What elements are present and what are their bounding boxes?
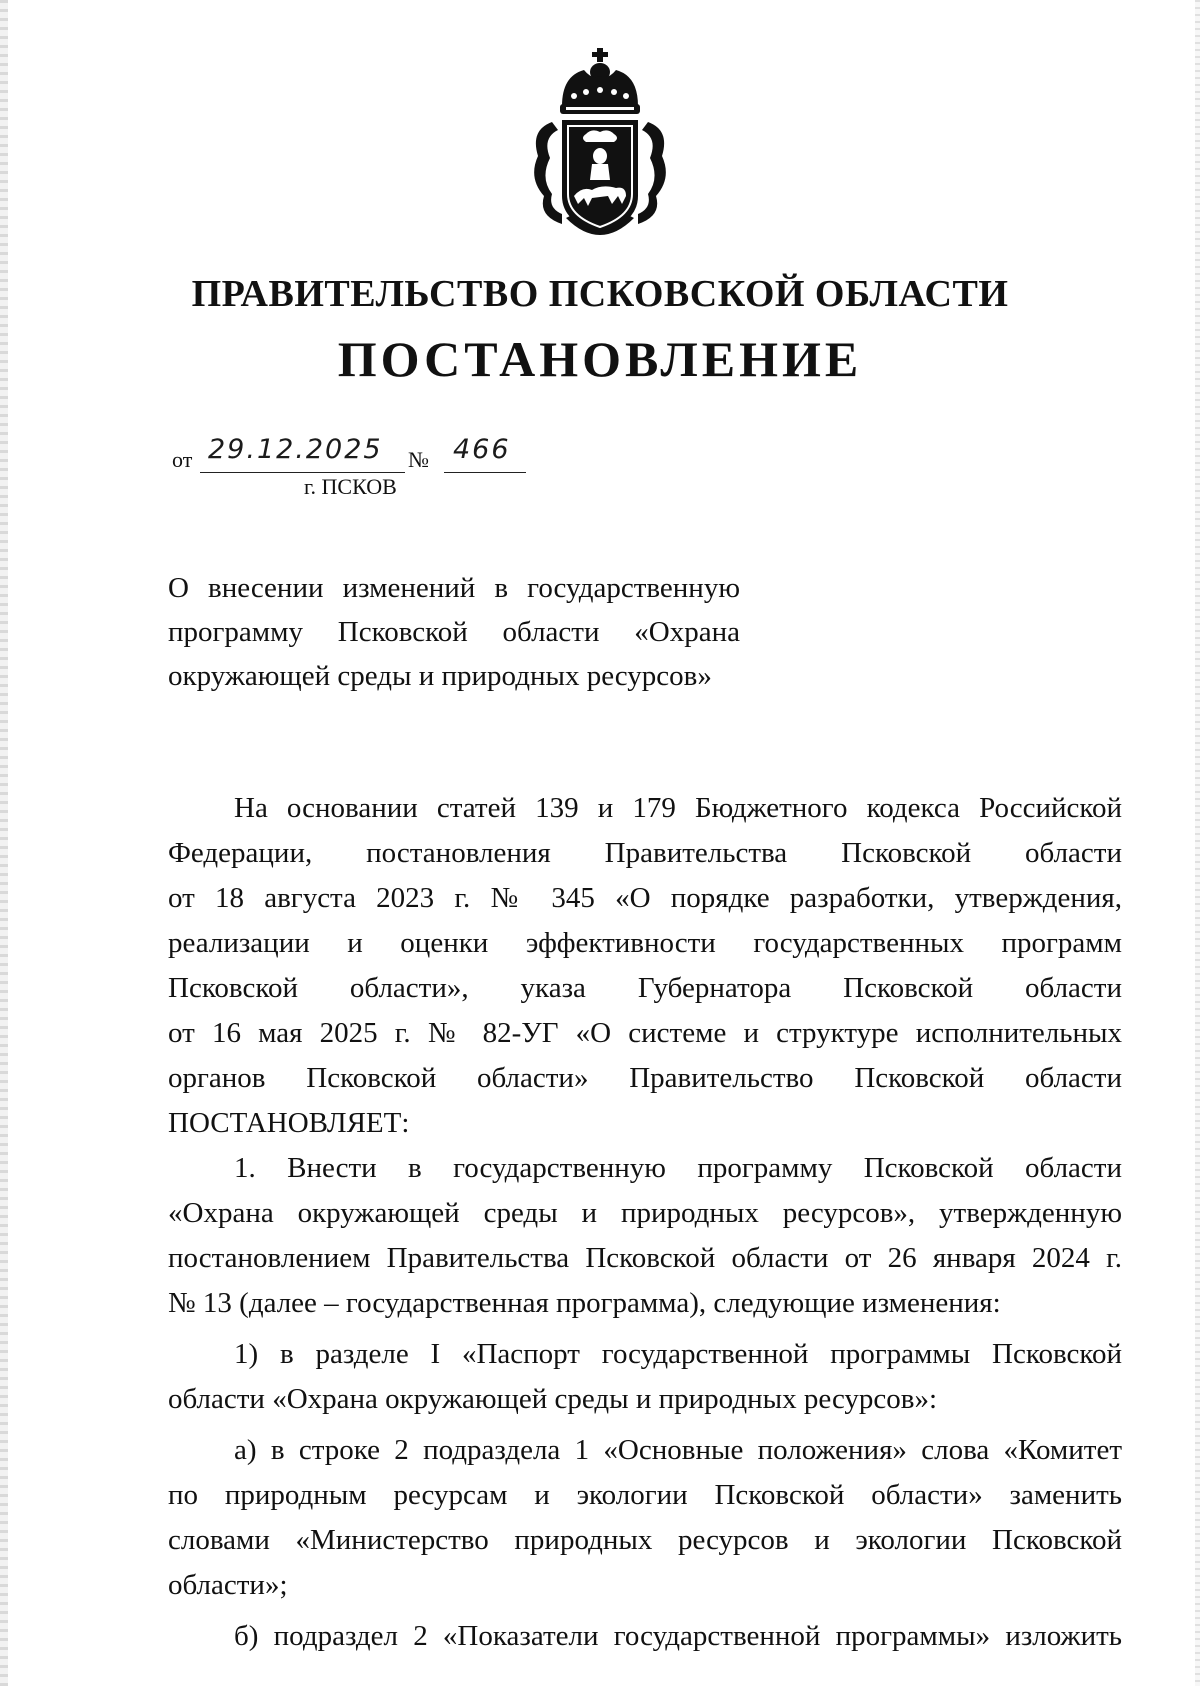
body-line: органов Псковской области» Правительство Псковской области — [168, 1062, 1122, 1094]
body-line: 1. Внести в государственную программу Псковской области — [234, 1152, 1122, 1184]
date-label: от — [172, 447, 193, 472]
city-label: г. ПСКОВ — [304, 474, 397, 499]
body-line: Федерации, постановления Правительства Псковской области — [168, 837, 1122, 869]
body-line: Псковской области», указа Губернатора Псковской области — [168, 972, 1122, 1004]
body-line: ПОСТАНОВЛЯЕТ: — [168, 1107, 410, 1139]
body-line: б) подраздел 2 «Показатели государственной программы» изложить — [234, 1620, 1122, 1652]
body-line: № 13 (далее – государственная программа), следующие изменения: — [168, 1287, 1001, 1319]
subject-line: программу Псковской области «Охрана — [168, 616, 740, 648]
handwritten-number: 466 — [453, 434, 511, 465]
number-underline — [444, 472, 526, 473]
scan-edge-left — [0, 0, 8, 1686]
body-line: 1) в разделе I «Паспорт государственной программы Псковской — [234, 1338, 1122, 1370]
document-body — [168, 786, 1122, 1659]
body-line: словами «Министерство природных ресурсов и экологии Псковской — [168, 1524, 1122, 1556]
document-type-title: ПОСТАНОВЛЕНИЕ — [337, 331, 863, 387]
body-line: от 18 августа 2023 г. № 345 «О порядке разработки, утверждения, — [168, 882, 1122, 914]
government-title: ПРАВИТЕЛЬСТВО ПСКОВСКОЙ ОБЛАСТИ — [191, 273, 1009, 315]
body-line: области»; — [168, 1569, 288, 1601]
date-underline — [200, 472, 405, 473]
number-label: № — [408, 447, 429, 472]
body-line: постановлением Правительства Псковской области от 26 января 2024 г. — [168, 1242, 1122, 1274]
body-line: На основании статей 139 и 179 Бюджетного кодекса Российской — [234, 792, 1122, 824]
body-line: по природным ресурсам и экологии Псковской области» заменить — [168, 1479, 1122, 1511]
body-line: от 16 мая 2025 г. № 82-УГ «О системе и структуре исполнительных — [168, 1017, 1122, 1049]
body-line: а) в строке 2 подраздела 1 «Основные положения» слова «Комитет — [234, 1434, 1122, 1466]
body-line: реализации и оценки эффективности государственных программ — [168, 927, 1122, 959]
body-line: области «Охрана окружающей среды и природных ресурсов»: — [168, 1383, 938, 1415]
handwritten-date: 29.12.2025 — [208, 434, 383, 465]
subject-line: О внесении изменений в государственную — [168, 572, 740, 604]
document-subject — [168, 566, 740, 698]
scan-edge-right — [1195, 0, 1200, 1686]
body-line: «Охрана окружающей среды и природных ресурсов», утвержденную — [168, 1197, 1122, 1229]
coat-of-arms-icon — [522, 46, 678, 246]
subject-line: окружающей среды и природных ресурсов» — [168, 660, 712, 692]
